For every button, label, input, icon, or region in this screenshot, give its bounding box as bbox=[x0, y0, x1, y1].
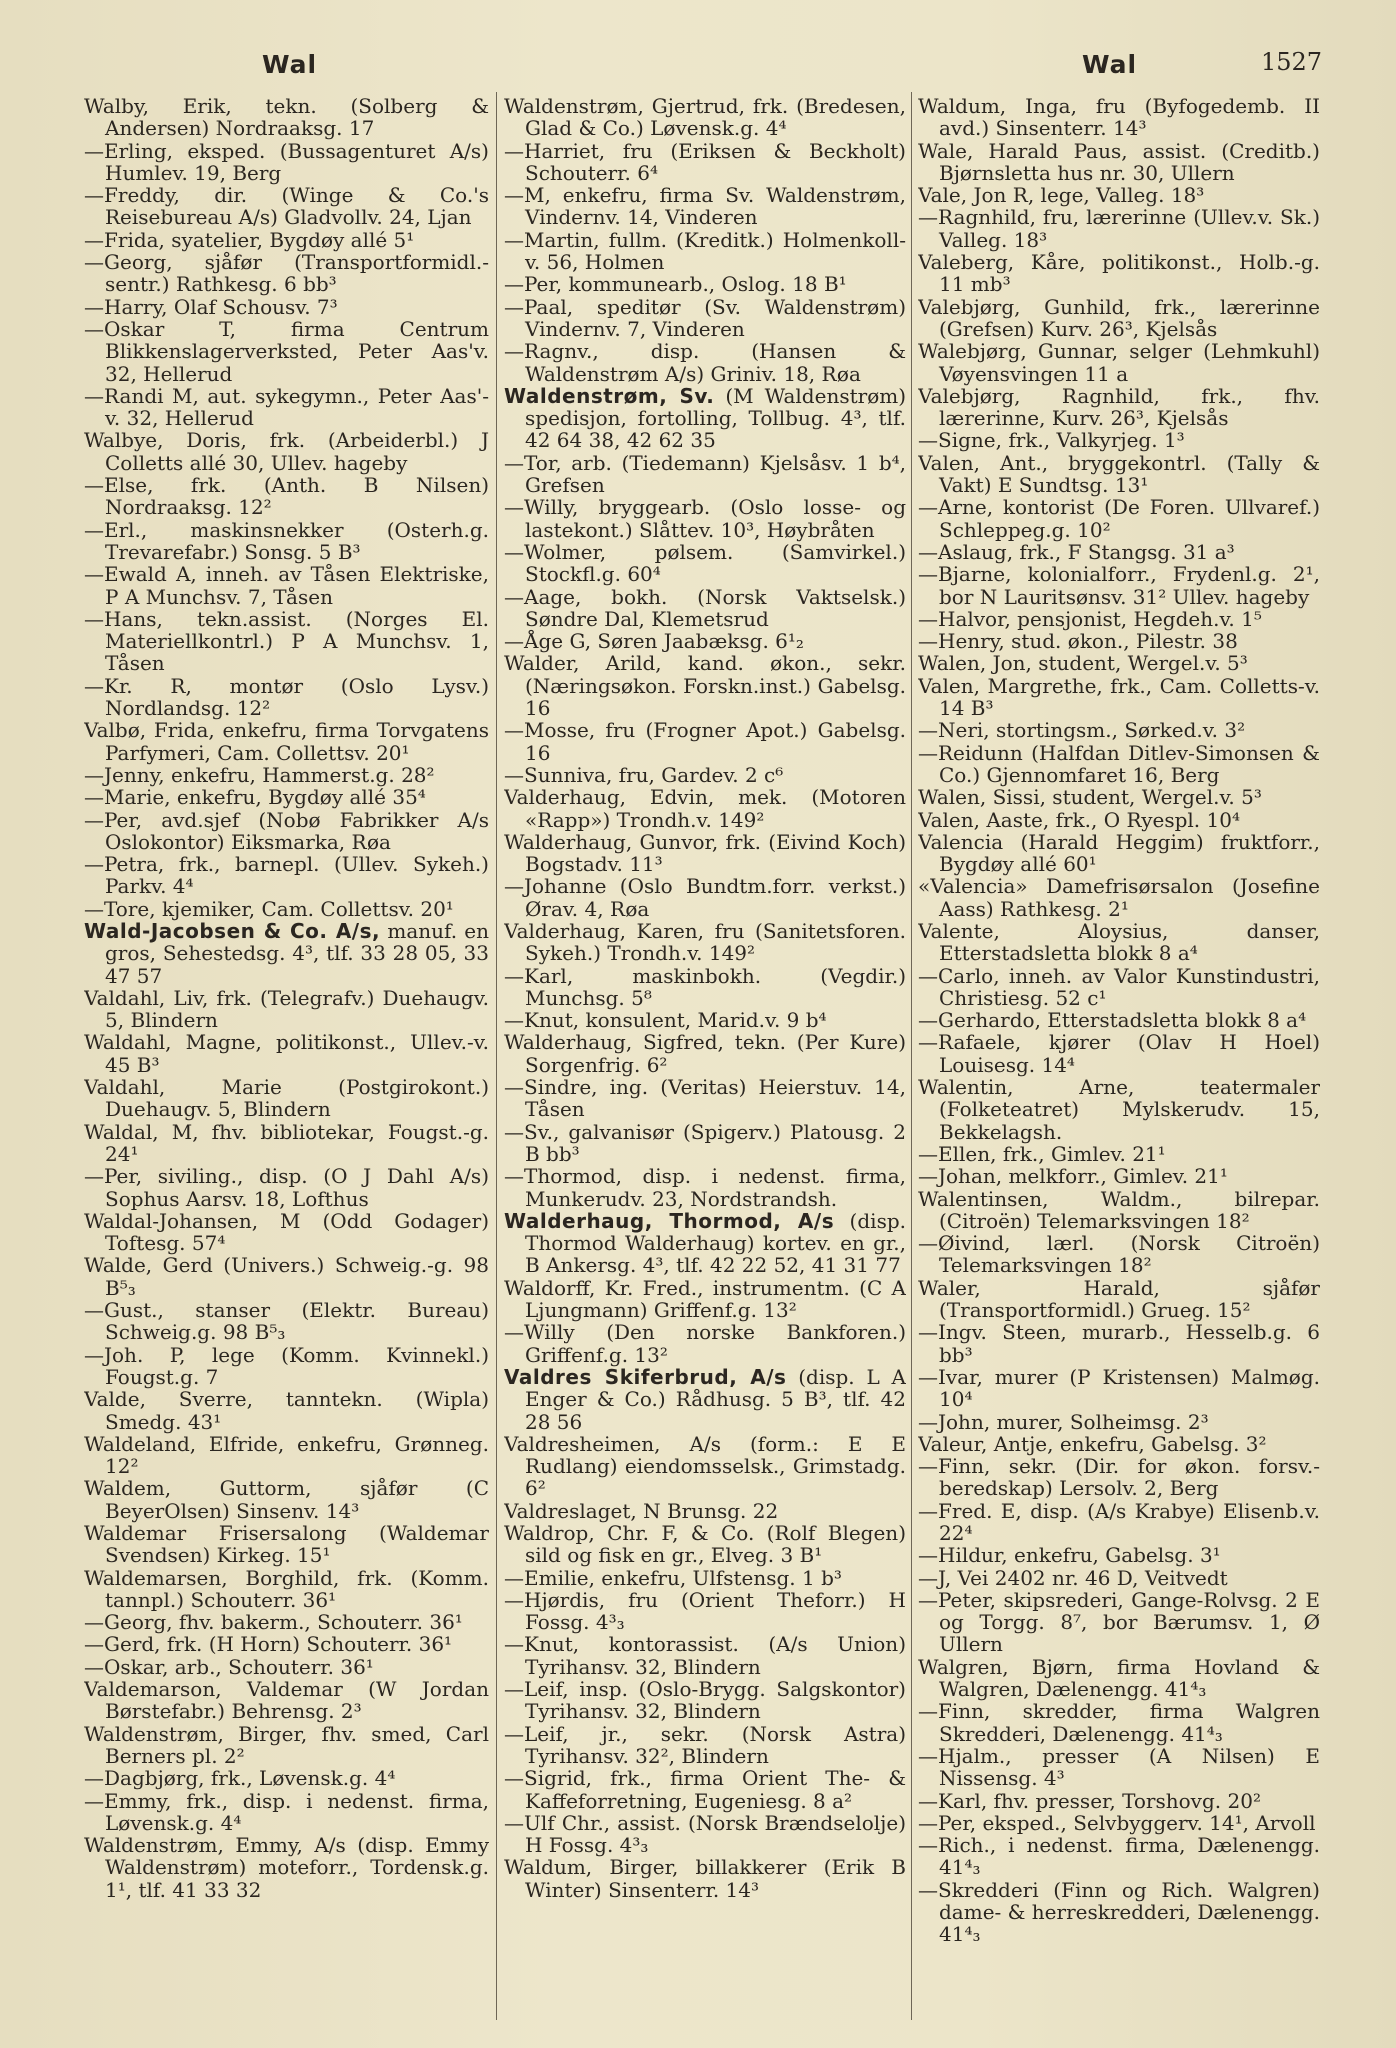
entry-text: —Oskar T, firma Centrum Blikkenslagerverksted, Peter Aas'v. 32, Hellerud bbox=[84, 316, 489, 386]
entry-text: Waldal, M, fhv. bibliotekar, Fougst.-g. 24¹ bbox=[84, 1119, 489, 1166]
directory-entry bbox=[84, 563, 489, 608]
entry-text: —Bjarne, kolonialforr., Frydenl.g. 2¹, bor N Lauritsønsv. 31² Ullev. hageby bbox=[918, 562, 1320, 609]
entry-text: Valdemarson, Valdemar (W Jordan Børstefabr.) Behrensg. 2³ bbox=[84, 1677, 489, 1724]
entry-text: Valderhaug, Edvin, mek. (Motoren «Rapp») Trondh.v. 149² bbox=[504, 785, 906, 832]
entry-text: —Hjalm., presser (A Nilsen) E Nissensg. 4³ bbox=[918, 1743, 1320, 1791]
entry-text: Valen, Ant., bryggekontrl. (Tally & Vakt) E Sundtsg. 13¹ bbox=[918, 450, 1320, 498]
entry-text: —Gust., stanser (Elektr. Bureau) Schweig.g. 98 B⁵₃ bbox=[84, 1298, 489, 1345]
directory-entry bbox=[918, 965, 1320, 1010]
directory-entry bbox=[918, 608, 1320, 630]
directory-entry bbox=[504, 875, 906, 920]
directory-entry bbox=[504, 719, 906, 764]
directory-entry bbox=[84, 474, 489, 519]
entry-text: Walbye, Doris, frk. (Arbeiderbl.) J Colletts allé 30, Ullev. hageby bbox=[84, 428, 489, 475]
entry-text: —Per, eksped., Selvbyggerv. 14¹, Arvoll bbox=[918, 1810, 1316, 1835]
entry-text: —Ingv. Steen, murarb., Hesselb.g. 6 bb³ bbox=[918, 1320, 1320, 1367]
entry-text: Waldenstrøm, Emmy, A/s (disp. Emmy Waldenstrøm) moteforr., Tordensk.g. 1¹, tlf. 41 33 32 bbox=[84, 1833, 489, 1902]
entry-text: —Arne, kontorist (De Foren. Ullvaref.) Schleppeg.g. 10² bbox=[918, 495, 1320, 542]
directory-entry bbox=[918, 675, 1320, 720]
entry-text: —Marie, enkefru, Bygdøy allé 35⁴ bbox=[84, 785, 426, 810]
directory-entry bbox=[918, 1812, 1320, 1834]
directory-entry bbox=[504, 630, 906, 652]
directory-entry bbox=[918, 206, 1320, 251]
entry-text: Walgren, Bjørn, firma Hovland & Walgren, Dælenengg. 41⁴₃ bbox=[918, 1654, 1320, 1702]
directory-entry bbox=[918, 786, 1320, 808]
entry-text: —Neri, stortingsm., Sørked.v. 3² bbox=[918, 718, 1246, 743]
directory-entry bbox=[504, 1009, 906, 1031]
directory-entry bbox=[918, 95, 1320, 140]
directory-entry bbox=[918, 1165, 1320, 1187]
entry-text: —Ivar, murer (P Kristensen) Malmøg. 10⁴ bbox=[918, 1364, 1320, 1412]
directory-entry bbox=[918, 1188, 1320, 1233]
column-2 bbox=[504, 95, 906, 2025]
entry-text: —Aslaug, frk., F Stangsg. 31 a³ bbox=[918, 539, 1235, 564]
entry-text: Valebjørg, Ragnhild, frk., fhv. lærerinne, Kurv. 26³, Kjelsås bbox=[918, 383, 1320, 431]
entry-text: —Emmy, frk., disp. i nedenst. firma, Løvensk.g. 4⁴ bbox=[84, 1788, 489, 1835]
directory-entry bbox=[84, 1723, 489, 1768]
directory-entry bbox=[918, 563, 1320, 608]
directory-entry bbox=[918, 496, 1320, 541]
entry-text: —Sunniva, fru, Gardev. 2 c⁶ bbox=[504, 762, 784, 787]
directory-entry bbox=[84, 764, 489, 786]
directory-entry bbox=[84, 898, 489, 920]
entry-text: —Erling, eksped. (Bussagenturet A/s) Humlev. 19, Berg bbox=[84, 138, 489, 185]
directory-entry bbox=[504, 385, 906, 452]
entry-text: —Jenny, enkefru, Hammerst.g. 28² bbox=[84, 762, 435, 787]
directory-entry bbox=[918, 1745, 1320, 1790]
directory-entry bbox=[918, 1277, 1320, 1322]
directory-entry bbox=[84, 1633, 489, 1655]
entry-text: manuf. en gros, Sehestedsg. 4³, tlf. 33 28 05, 33 47 57 bbox=[105, 918, 489, 988]
entry-text: Walebjørg, Gunnar, selger (Lehmkuhl) Vøyensvingen 11 a bbox=[918, 339, 1320, 386]
entry-text: Valderhaug, Karen, fru (Sanitetsforen. Sykeh.) Trondh.v. 149² bbox=[504, 918, 906, 966]
entry-text: —Emilie, enkefru, Ulfstensg. 1 b³ bbox=[504, 1565, 842, 1590]
directory-entry bbox=[918, 1076, 1320, 1143]
directory-entry bbox=[918, 296, 1320, 341]
entry-text: Waldahl, Magne, politikonst., Ullev.-v. 45 B³ bbox=[84, 1030, 489, 1077]
directory-entry bbox=[84, 318, 489, 385]
directory-entry bbox=[504, 1812, 906, 1857]
directory-entry bbox=[504, 1678, 906, 1723]
entry-text: —Ulf Chr., assist. (Norsk Brændselolje) H Fossg. 4³₃ bbox=[504, 1810, 906, 1858]
directory-entry bbox=[84, 296, 489, 318]
entry-text: Waldeland, Elfride, enkefru, Grønneg. 12² bbox=[84, 1431, 489, 1479]
directory-entry bbox=[918, 1455, 1320, 1500]
column-1 bbox=[84, 95, 489, 2025]
directory-entry bbox=[918, 1700, 1320, 1745]
directory-entry bbox=[504, 452, 906, 497]
directory-entry bbox=[918, 184, 1320, 206]
directory-entry bbox=[504, 1165, 906, 1210]
entry-text: —Per, kommunearb., Oslog. 18 B¹ bbox=[504, 272, 847, 297]
entry-text: —Tore, kjemiker, Cam. Collettsv. 20¹ bbox=[84, 896, 454, 921]
directory-entry bbox=[918, 1544, 1320, 1566]
directory-entry bbox=[504, 764, 906, 786]
entry-text: —Øivind, lærl. (Norsk Citroën) Telemarksvingen 18² bbox=[918, 1231, 1320, 1278]
entry-text: —John, murer, Solheimsg. 2³ bbox=[918, 1409, 1209, 1434]
directory-entry bbox=[84, 1790, 489, 1835]
directory-entry bbox=[918, 1433, 1320, 1455]
entry-text: Wale, Harald Paus, assist. (Creditb.) Bjørnsletta hus nr. 30, Ullern bbox=[918, 138, 1320, 185]
directory-entry bbox=[84, 184, 489, 229]
entry-text: —Harriet, fru (Eriksen & Beckholt) Schouterr. 6⁴ bbox=[504, 138, 906, 185]
entry-text: —Ragnv., disp. (Hansen & Waldenstrøm A/s) Griniv. 18, Røa bbox=[504, 339, 906, 386]
directory-entry bbox=[84, 1388, 489, 1433]
entry-text: Valdahl, Marie (Postgirokont.) Duehaugv. 5, Blindern bbox=[84, 1075, 489, 1122]
entry-text: Walentinsen, Waldm., bilrepar. (Citroën) Telemarksvingen 18² bbox=[918, 1186, 1320, 1233]
entry-text: Valebjørg, Gunhild, frk., lærerinne (Grefsen) Kurv. 26³, Kjelsås bbox=[918, 294, 1320, 341]
entry-text: —Åge G, Søren Jaabæksg. 6¹₂ bbox=[504, 629, 804, 654]
directory-entry bbox=[918, 1321, 1320, 1366]
entry-text: —Mosse, fru (Frogner Apot.) Gabelsg. 16 bbox=[504, 718, 906, 765]
entry-text: —Hans, tekn.assist. (Norges El. Materiellkontrl.) P A Munchsv. 1, Tåsen bbox=[84, 606, 489, 676]
entry-text: —Wolmer, pølsem. (Samvirkel.) Stockfl.g. 60⁴ bbox=[504, 539, 906, 587]
directory-entry bbox=[918, 809, 1320, 831]
entry-text: Valen, Margrethe, frk., Cam. Colletts-v. 14 B³ bbox=[918, 673, 1320, 721]
entry-text: —Willy (Den norske Bankforen.) Griffenf.g. 13² bbox=[504, 1320, 906, 1367]
directory-entry bbox=[918, 719, 1320, 741]
entry-text: —Frida, syatelier, Bygdøy allé 5¹ bbox=[84, 227, 415, 252]
directory-entry bbox=[84, 429, 489, 474]
directory-entry bbox=[918, 1500, 1320, 1545]
entry-text: Vale, Jon R, lege, Valleg. 18³ bbox=[918, 183, 1205, 208]
directory-entry bbox=[84, 719, 489, 764]
directory-entry bbox=[918, 1589, 1320, 1656]
directory-entry bbox=[504, 1210, 906, 1277]
entry-text: —Ragnhild, fru, lærerinne (Ullev.v. Sk.) Valleg. 18³ bbox=[918, 205, 1320, 252]
entry-text: Waldal-Johansen, M (Odd Godager) Toftesg. 57⁴ bbox=[84, 1208, 489, 1256]
entry-text: Waldenstrøm, Gjertrud, frk. (Bredesen, Glad & Co.) Løvensk.g. 4⁴ bbox=[504, 95, 906, 141]
entry-text: —Ellen, frk., Gimlev. 21¹ bbox=[918, 1141, 1166, 1166]
entry-text: —Signe, frk., Valkyrjeg. 1³ bbox=[918, 428, 1185, 453]
entry-text: —Gerd, frk. (H Horn) Schouterr. 36¹ bbox=[84, 1632, 453, 1657]
directory-entry bbox=[84, 675, 489, 720]
firm-name: Valdres Skiferbrud, A/s bbox=[504, 1364, 787, 1389]
directory-entry bbox=[84, 1121, 489, 1166]
directory-entry bbox=[84, 1522, 489, 1567]
entry-text: Walderhaug, Gunvor, frk. (Eivind Koch) Bogstadv. 11³ bbox=[504, 829, 906, 877]
directory-entry bbox=[504, 541, 906, 586]
entry-text: Walderhaug, Sigfred, tekn. (Per Kure) Sorgenfrig. 6² bbox=[504, 1030, 906, 1077]
entry-text: —Willy, bryggearb. (Oslo losse- og lastekont.) Slåttev. 10³, Høybråten bbox=[504, 495, 906, 542]
directory-entry bbox=[918, 429, 1320, 451]
directory-entry bbox=[84, 519, 489, 564]
directory-entry bbox=[504, 1366, 906, 1433]
directory-entry bbox=[918, 385, 1320, 430]
page-number: 1527 bbox=[1261, 48, 1323, 76]
entry-text: —Reidunn (Halfdan Ditlev-Simonsen & Co.) Gjennomfaret 16, Berg bbox=[918, 740, 1320, 787]
directory-entry bbox=[504, 1856, 906, 1901]
directory-entry bbox=[84, 1299, 489, 1344]
column-3 bbox=[918, 95, 1320, 2025]
directory-entry bbox=[504, 229, 906, 274]
entry-text: —Martin, fullm. (Kreditk.) Holmenkoll-v. 56, Holmen bbox=[504, 227, 906, 275]
entry-text: —Erl., maskinsnekker (Osterh.g. Trevarefabr.) Sonsg. 5 B³ bbox=[84, 517, 489, 564]
entry-text: —Rafaele, kjører (Olav H Hoel) Louisesg. 14⁴ bbox=[918, 1030, 1320, 1077]
directory-entry bbox=[918, 1879, 1320, 1946]
entry-text: Waldum, Inga, fru (Byfogedemb. II avd.) Sinsenterr. 14³ bbox=[918, 95, 1320, 141]
entry-text: Valen, Aaste, frk., O Ryespl. 10⁴ bbox=[918, 807, 1240, 832]
directory-entry bbox=[918, 1567, 1320, 1589]
directory-entry bbox=[504, 296, 906, 341]
entry-text: —Rich., i nedenst. firma, Dælenengg. 41⁴₃ bbox=[918, 1833, 1320, 1880]
entry-text: —Sigrid, frk., firma Orient The- & Kaffeforretning, Eugeniesg. 8 a² bbox=[504, 1766, 906, 1813]
directory-entry bbox=[84, 987, 489, 1032]
entry-text: Valente, Aloysius, danser, Etterstadsletta blokk 8 a⁴ bbox=[918, 918, 1320, 966]
directory-entry bbox=[84, 1611, 489, 1633]
entry-text: —Tor, arb. (Tiedemann) Kjelsåsv. 1 b⁴, Grefsen bbox=[504, 450, 906, 498]
entry-text: —Sv., galvanisør (Spigerv.) Platousg. 2 B bb³ bbox=[504, 1119, 906, 1166]
entry-text: —Kr. R, montør (Oslo Lysv.) Nordlandsg. 12² bbox=[84, 673, 489, 721]
entry-text: —Carlo, inneh. av Valor Kunstindustri, Christiesg. 52 c¹ bbox=[918, 963, 1320, 1010]
entry-text: —Per, siviling., disp. (O J Dahl A/s) Sophus Aarsv. 18, Lofthus bbox=[84, 1164, 489, 1211]
directory-entry bbox=[504, 1522, 906, 1567]
entry-text: —Else, frk. (Anth. B Nilsen) Nordraaksg. 12² bbox=[84, 473, 489, 520]
entry-text: —Skredderi (Finn og Rich. Walgren) dame- & herreskredderi, Dælenengg. 41⁴₃ bbox=[918, 1877, 1320, 1947]
directory-entry bbox=[504, 1121, 906, 1166]
entry-text: —Leif, insp. (Oslo-Brygg. Salgskontor) Tyrihansv. 32, Blindern bbox=[504, 1677, 906, 1724]
entry-text: —Leif, jr., sekr. (Norsk Astra) Tyrihansv. 32², Blindern bbox=[504, 1721, 906, 1768]
entry-text: Waldorff, Kr. Fred., instrumentm. (C A Ljungmann) Griffenf.g. 13² bbox=[504, 1275, 906, 1323]
entry-text: Valeberg, Kåre, politikonst., Holb.-g. 11 mb³ bbox=[918, 250, 1320, 297]
column-divider bbox=[911, 92, 912, 2020]
directory-entry bbox=[918, 875, 1320, 920]
directory-entry bbox=[504, 95, 906, 140]
entry-text: Waldrop, Chr. F, & Co. (Rolf Blegen) sild og fisk en gr., Elveg. 3 B¹ bbox=[504, 1521, 906, 1568]
entry-text: —Freddy, dir. (Winge & Co.'s Reisebureau A/s) Gladvollv. 24, Ljan bbox=[84, 183, 489, 230]
directory-entry bbox=[504, 1589, 906, 1634]
directory-entry bbox=[918, 831, 1320, 876]
directory-entry bbox=[504, 652, 906, 719]
entry-text: —Johan, melkforr., Gimlev. 21¹ bbox=[918, 1164, 1228, 1189]
entry-text: —Aage, bokh. (Norsk Vaktselsk.) Søndre Dal, Klemetsrud bbox=[504, 584, 906, 631]
directory-entry bbox=[918, 541, 1320, 563]
directory-entry bbox=[504, 965, 906, 1010]
directory-entry bbox=[84, 1433, 489, 1478]
entry-text: —Thormod, disp. i nedenst. firma, Munkerudv. 23, Nordstrandsh. bbox=[504, 1164, 906, 1211]
entry-text: —Randi M, aut. sykegymn., Peter Aas'-v. 32, Hellerud bbox=[84, 383, 489, 431]
entry-text: Walde, Gerd (Univers.) Schweig.-g. 98 B⁵₃ bbox=[84, 1253, 489, 1300]
directory-entry bbox=[84, 385, 489, 430]
directory-entry bbox=[918, 742, 1320, 787]
directory-entry bbox=[84, 1031, 489, 1076]
entry-text: —Karl, fhv. presser, Torshovg. 20² bbox=[918, 1788, 1261, 1813]
entry-text: Valdreslaget, N Brunsg. 22 bbox=[504, 1498, 779, 1523]
directory-entry bbox=[84, 853, 489, 898]
entry-text: —Knut, konsulent, Marid.v. 9 b⁴ bbox=[504, 1008, 827, 1033]
entry-text: —Karl, maskinbokh. (Vegdir.) Munchsg. 5⁸ bbox=[504, 963, 906, 1010]
entry-text: —Finn, skredder, firma Walgren Skredderi, Dælenengg. 41⁴₃ bbox=[918, 1699, 1320, 1746]
directory-entry bbox=[84, 1344, 489, 1389]
directory-entry bbox=[84, 95, 489, 140]
directory-entry bbox=[918, 1834, 1320, 1879]
running-head-right: Wal bbox=[1082, 50, 1138, 79]
directory-entry bbox=[504, 340, 906, 385]
entry-text: Waldemarsen, Borghild, frk. (Komm. tannpl.) Schouterr. 36¹ bbox=[84, 1565, 489, 1612]
entry-text: Walder, Arild, kand. økon., sekr. (Næringsøkon. Forskn.inst.) Gabelsg. 16 bbox=[504, 651, 906, 721]
entry-text: —Per, avd.sjef (Nobø Fabrikker A/s Oslokontor) Eiksmarka, Røa bbox=[84, 807, 489, 854]
directory-entry bbox=[504, 831, 906, 876]
directory-entry bbox=[84, 1567, 489, 1612]
entry-text: —M, enkefru, firma Sv. Waldenstrøm, Vindernv. 14, Vinderen bbox=[504, 183, 906, 230]
entry-text: —Sindre, ing. (Veritas) Heierstuv. 14, Tåsen bbox=[504, 1075, 906, 1122]
entry-text: Walentin, Arne, teatermaler (Folketeatret) Mylskerudv. 15, Bekkelagsh. bbox=[918, 1075, 1320, 1144]
running-head-left: Wal bbox=[262, 50, 318, 79]
directory-entry bbox=[504, 1076, 906, 1121]
directory-entry bbox=[918, 1656, 1320, 1701]
entry-text: —Harry, Olaf Schousv. 7³ bbox=[84, 294, 338, 319]
entry-text: «Valencia» Damefrisørsalon (Josefine Aass) Rathkesg. 2¹ bbox=[918, 874, 1320, 921]
entry-text: Valbø, Frida, enkefru, firma Torvgatens Parfymeri, Cam. Collettsv. 20¹ bbox=[84, 718, 489, 765]
entry-text: (disp. L A Enger & Co.) Rådhusg. 5 B³, tlf. 42 28 56 bbox=[525, 1364, 906, 1434]
directory-entry bbox=[84, 1834, 489, 1901]
directory-entry bbox=[504, 1321, 906, 1366]
directory-entry bbox=[504, 184, 906, 229]
directory-entry bbox=[918, 452, 1320, 497]
entry-text: —J, Vei 2402 nr. 46 D, Veitvedt bbox=[918, 1565, 1228, 1590]
directory-entry bbox=[84, 608, 489, 675]
directory-entry bbox=[504, 1723, 906, 1768]
directory-entry bbox=[918, 140, 1320, 185]
directory-entry bbox=[504, 586, 906, 631]
entry-text: —Knut, kontorassist. (A/s Union) Tyrihansv. 32, Blindern bbox=[504, 1632, 906, 1679]
directory-entry bbox=[84, 1165, 489, 1210]
entry-text: (disp. Thormod Walderhaug) kortev. en gr., B Ankersg. 4³, tlf. 42 22 52, 41 31 77 bbox=[525, 1208, 906, 1278]
entry-text: —Dagbjørg, frk., Løvensk.g. 4⁴ bbox=[84, 1766, 396, 1791]
entry-text: Waldem, Guttorm, sjåfør (C BeyerOlsen) Sinsenv. 14³ bbox=[84, 1476, 489, 1523]
directory-entry bbox=[84, 1254, 489, 1299]
entry-text: —Hildur, enkefru, Gabelsg. 3¹ bbox=[918, 1543, 1221, 1568]
entry-text: —Georg, sjåfør (Transportformidl.-sentr.) Rathkesg. 6 bb³ bbox=[84, 250, 489, 297]
directory-entry bbox=[918, 652, 1320, 674]
directory-entry bbox=[504, 1567, 906, 1589]
entry-text: Valde, Sverre, tanntekn. (Wipla) Smedg. 43¹ bbox=[84, 1387, 489, 1434]
entry-text: —Petra, frk., barnepl. (Ullev. Sykeh.) Parkv. 4⁴ bbox=[84, 852, 489, 899]
firm-name: Wald-Jacobsen & Co. A/s, bbox=[84, 918, 381, 943]
entry-text: Walen, Sissi, student, Wergel.v. 5³ bbox=[918, 785, 1262, 810]
directory-entry bbox=[504, 786, 906, 831]
entry-text: Walby, Erik, tekn. (Solberg & Andersen) Nordraaksg. 17 bbox=[84, 95, 489, 141]
entry-text: —Georg, fhv. bakerm., Schouterr. 36¹ bbox=[84, 1610, 463, 1635]
entry-text: —Halvor, pensjonist, Hegdeh.v. 1⁵ bbox=[918, 606, 1262, 631]
directory-entry bbox=[84, 809, 489, 854]
entry-text: —Oskar, arb., Schouterr. 36¹ bbox=[84, 1654, 374, 1679]
directory-entry bbox=[918, 1009, 1320, 1031]
directory-entry bbox=[504, 496, 906, 541]
directory-entry bbox=[504, 1433, 906, 1500]
entry-text: Valdresheimen, A/s (form.: E E Rudlang) eiendomsselsk., Grimstadg. 6² bbox=[504, 1431, 906, 1501]
directory-entry bbox=[918, 1411, 1320, 1433]
directory-entry bbox=[504, 920, 906, 965]
entry-text: Waler, Harald, sjåfør (Transportformidl.) Grueg. 15² bbox=[918, 1275, 1320, 1323]
directory-entry bbox=[918, 1232, 1320, 1277]
entry-text: —Peter, skipsrederi, Gange-Rolvsg. 2 E og Torgg. 8⁷, bor Bærumsv. 1, Ø Ullern bbox=[918, 1587, 1320, 1657]
entry-text: Waldum, Birger, billakkerer (Erik B Winter) Sinsenterr. 14³ bbox=[504, 1855, 906, 1902]
directory-entry bbox=[504, 1277, 906, 1322]
firm-name: Walderhaug, Thormod, A/s bbox=[504, 1208, 835, 1233]
directory-entry bbox=[504, 1633, 906, 1678]
directory-entry bbox=[504, 140, 906, 185]
entry-text: —Johanne (Oslo Bundtm.forr. verkst.) Ørav. 4, Røa bbox=[504, 874, 906, 921]
entry-text: Valdahl, Liv, frk. (Telegrafv.) Duehaugv. 5, Blindern bbox=[84, 985, 489, 1033]
directory-entry bbox=[84, 786, 489, 808]
directory-entry bbox=[504, 1767, 906, 1812]
directory-entry bbox=[84, 251, 489, 296]
directory-entry bbox=[504, 273, 906, 295]
directory-entry bbox=[918, 340, 1320, 385]
directory-entry bbox=[918, 920, 1320, 965]
entry-text: Waldemar Frisersalong (Waldemar Svendsen) Kirkeg. 15¹ bbox=[84, 1521, 489, 1568]
directory-entry bbox=[918, 1366, 1320, 1411]
entry-text: —Gerhardo, Etterstadsletta blokk 8 a⁴ bbox=[918, 1008, 1307, 1033]
directory-entry bbox=[84, 1477, 489, 1522]
directory-entry bbox=[504, 1500, 906, 1522]
directory-entry bbox=[918, 1031, 1320, 1076]
entry-text: —Paal, speditør (Sv. Waldenstrøm) Vindernv. 7, Vinderen bbox=[504, 294, 906, 341]
entry-text: Valeur, Antje, enkefru, Gabelsg. 3² bbox=[918, 1431, 1267, 1456]
directory-entry bbox=[84, 1656, 489, 1678]
directory-entry bbox=[84, 140, 489, 185]
entry-text: —Hjørdis, fru (Orient Theforr.) H Fossg. 4³₃ bbox=[504, 1587, 906, 1635]
directory-entry bbox=[84, 1678, 489, 1723]
directory-entry bbox=[84, 1210, 489, 1255]
entry-text: —Joh. P, lege (Komm. Kvinnekl.) Fougst.g. 7 bbox=[84, 1342, 489, 1389]
firm-name: Waldenstrøm, Sv. bbox=[504, 383, 715, 408]
directory-entry bbox=[84, 1767, 489, 1789]
entry-text: Walen, Jon, student, Wergel.v. 5³ bbox=[918, 651, 1248, 676]
directory-entry bbox=[84, 229, 489, 251]
entry-text: —Henry, stud. økon., Pilestr. 38 bbox=[918, 629, 1238, 654]
directory-entry bbox=[84, 920, 489, 987]
entry-text: Valencia (Harald Heggim) fruktforr., Bygdøy allé 60¹ bbox=[918, 829, 1320, 877]
entry-text: (M Waldenstrøm) spedisjon, fortolling, Tollbug. 4³, tlf. 42 64 38, 42 62 35 bbox=[525, 383, 906, 453]
entry-text: —Ewald A, inneh. av Tåsen Elektriske, P A Munchsv. 7, Tåsen bbox=[84, 562, 489, 609]
entry-text: —Finn, sekr. (Dir. for økon. forsv.-beredskap) Lersolv. 2, Berg bbox=[918, 1454, 1320, 1501]
entry-text: —Fred. E, disp. (A/s Krabye) Elisenb.v. 22⁴ bbox=[918, 1498, 1320, 1545]
directory-entry bbox=[918, 1790, 1320, 1812]
directory-entry bbox=[84, 1076, 489, 1121]
column-divider bbox=[496, 92, 497, 2020]
entry-text: Waldenstrøm, Birger, fhv. smed, Carl Berners pl. 2² bbox=[84, 1721, 489, 1768]
directory-entry bbox=[918, 251, 1320, 296]
directory-entry bbox=[504, 1031, 906, 1076]
directory-entry bbox=[918, 1143, 1320, 1165]
directory-entry bbox=[918, 630, 1320, 652]
